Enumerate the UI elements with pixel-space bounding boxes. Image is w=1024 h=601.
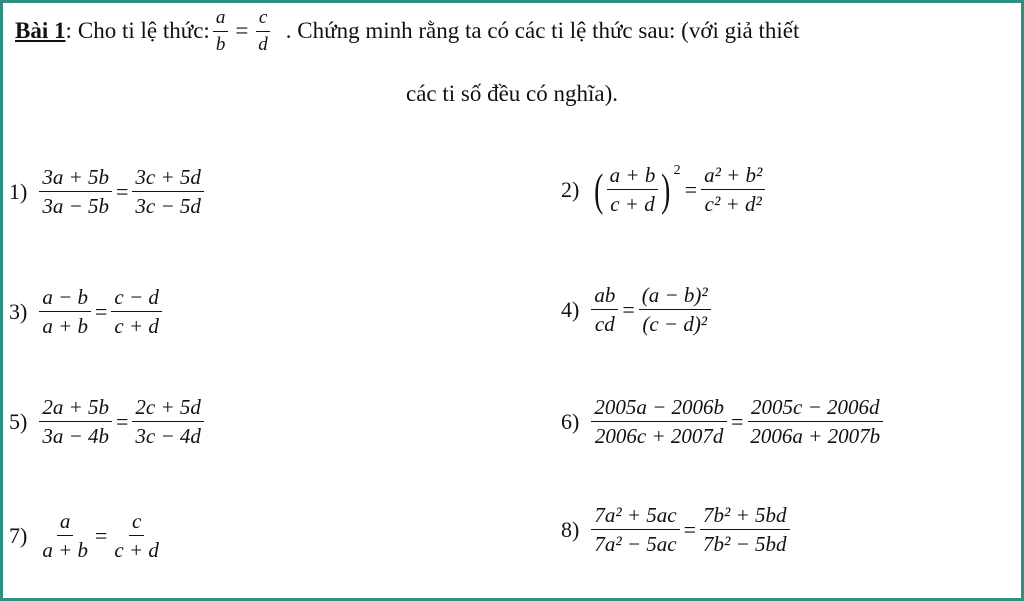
lhs-fraction xyxy=(607,163,659,216)
equals-sign: = xyxy=(731,408,744,434)
numerator: c xyxy=(129,509,144,536)
lhs-fraction xyxy=(39,165,112,218)
exercise-instruction: . Chứng minh rằng ta có các ti lệ thức sau: (với giả thiết xyxy=(285,18,800,43)
numerator: (a − b)² xyxy=(639,283,711,310)
equals-sign: = xyxy=(116,408,129,434)
denominator: 2006c + 2007d xyxy=(594,424,724,449)
given-equals: = xyxy=(235,18,249,43)
problem-7 xyxy=(9,509,162,562)
denominator: cd xyxy=(594,312,615,337)
equals-sign: = xyxy=(95,298,108,324)
rhs-fraction xyxy=(701,163,765,216)
numerator: 3c + 5d xyxy=(132,165,204,192)
given-frac2-numerator: c xyxy=(256,7,270,32)
denominator: a + b xyxy=(42,314,88,339)
numerator: 3a + 5b xyxy=(39,165,112,192)
given-frac1-denominator: b xyxy=(215,33,226,55)
given-fraction-left xyxy=(213,7,229,56)
problem-number: 5) xyxy=(9,408,28,434)
exercise-subtitle: các ti số đều có nghĩa). xyxy=(405,81,619,106)
problem-number: 1) xyxy=(9,178,28,204)
squared-group: ( $\frac{a + b}{c + d}$ ) 2 xyxy=(594,163,681,217)
lhs-fraction xyxy=(39,509,91,562)
denominator: 3a − 5b xyxy=(42,194,109,219)
problem-number: 7) xyxy=(9,522,28,548)
exercise-label: Bài 1 xyxy=(15,18,66,43)
equals-sign: = xyxy=(684,176,698,202)
problem-1 xyxy=(9,165,204,218)
exercise-intro: Cho ti lệ thức: xyxy=(77,18,210,43)
given-frac1-numerator: a xyxy=(213,7,229,32)
exercise-header: Bài 1 : Cho ti lệ thức: $\frac{a}{b}$ = $\frac{c}{d}$ . Chứng minh rằng ta có các ti lệ thức sau: (với giả thiết xyxy=(15,6,800,55)
problem-2 xyxy=(561,163,765,216)
problem-number: 2) xyxy=(561,176,580,202)
denominator: a + b xyxy=(42,538,88,563)
problem-number: 6) xyxy=(561,408,580,434)
denominator: (c − d)² xyxy=(642,312,708,337)
denominator: 3a − 4b xyxy=(42,424,109,449)
given-fraction-right xyxy=(255,7,271,56)
denominator: 3c − 4d xyxy=(135,424,201,449)
rhs-fraction xyxy=(700,503,789,556)
lhs-fraction xyxy=(39,395,112,448)
numerator: 2005c − 2006d xyxy=(748,395,883,422)
numerator: a + b xyxy=(607,163,659,190)
equals-sign: = xyxy=(622,296,635,322)
numerator: ab xyxy=(591,283,618,310)
denominator: c² + d² xyxy=(704,192,762,217)
numerator: a − b xyxy=(39,285,91,312)
denominator: 7a² − 5ac xyxy=(594,532,677,557)
problem-8 xyxy=(561,503,790,556)
rhs-fraction xyxy=(639,283,711,336)
equals-sign: = xyxy=(683,516,697,542)
problem-number: 4) xyxy=(561,296,580,322)
numerator: 7b² + 5bd xyxy=(700,503,789,530)
numerator: a xyxy=(57,509,74,536)
rhs-fraction xyxy=(132,395,204,448)
equals-sign: = xyxy=(95,522,108,548)
problem-6 xyxy=(561,395,883,448)
numerator: c − d xyxy=(111,285,162,312)
denominator: c + d xyxy=(114,538,159,563)
problem-3 xyxy=(9,285,162,338)
numerator: 2c + 5d xyxy=(132,395,204,422)
rhs-fraction xyxy=(747,395,883,448)
numerator: 2a + 5b xyxy=(39,395,112,422)
numerator: a² + b² xyxy=(701,163,765,190)
rhs-fraction xyxy=(111,285,162,338)
problem-number: 8) xyxy=(561,516,580,542)
problem-5 xyxy=(9,395,204,448)
denominator: 7b² − 5bd xyxy=(703,532,787,557)
problem-number: 3) xyxy=(9,298,28,324)
exponent: 2 xyxy=(673,163,681,178)
denominator: 2006a + 2007b xyxy=(750,424,881,449)
equals-sign: = xyxy=(116,178,129,204)
denominator: c + d xyxy=(610,192,655,217)
given-frac2-denominator: d xyxy=(258,33,268,55)
numerator: 2005a − 2006b xyxy=(591,395,727,422)
rhs-fraction xyxy=(111,509,162,562)
denominator: 3c − 5d xyxy=(135,194,201,219)
denominator: c + d xyxy=(114,314,159,339)
problem-4 xyxy=(561,283,711,336)
rhs-fraction xyxy=(132,165,204,218)
lhs-fraction xyxy=(591,395,727,448)
lhs-fraction xyxy=(591,503,679,556)
lhs-fraction xyxy=(39,285,91,338)
numerator: 7a² + 5ac xyxy=(591,503,679,530)
lhs-fraction xyxy=(591,283,618,336)
